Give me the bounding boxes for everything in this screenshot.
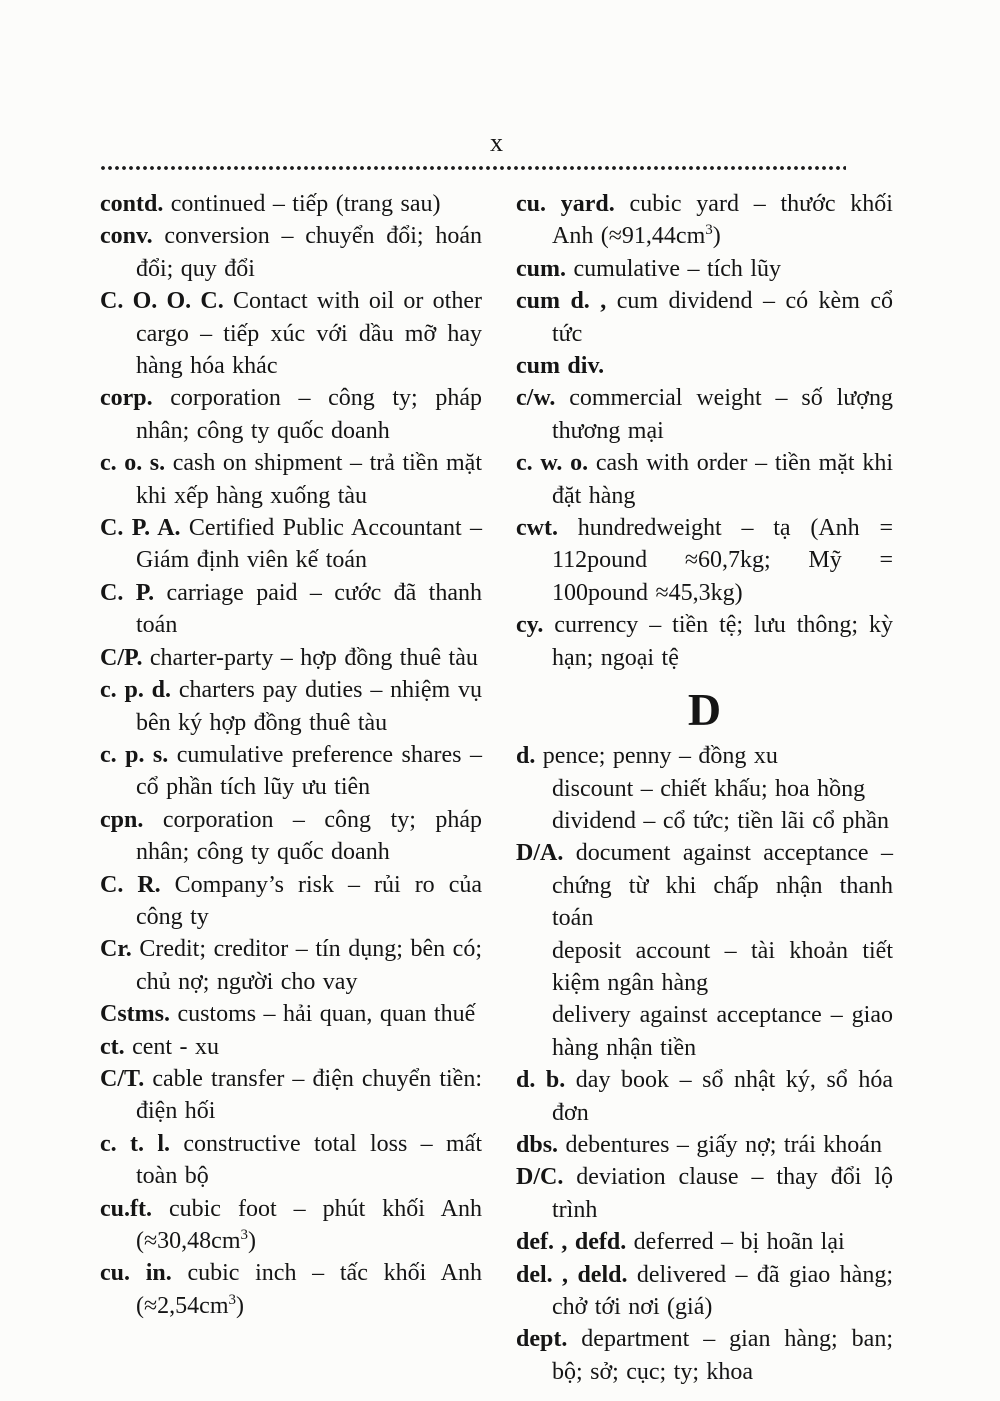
entry-definition: Credit; creditor – tín dụng; bên có; chủ nợ; người cho vay — [131, 936, 482, 995]
entry-definition: cash on shipment – trả tiền mặt khi xếp hàng xuống tàu — [136, 450, 482, 509]
dictionary-entry — [516, 285, 893, 350]
dictionary-entry — [100, 1031, 482, 1063]
entry-definition: conversion – chuyển đổi; hoán đổi; quy đổi — [136, 223, 482, 282]
entry-definition: debentures – giấy nợ; trái khoán — [558, 1131, 882, 1158]
entry-term: c. p. d. — [100, 677, 172, 704]
dictionary-entry — [516, 1161, 893, 1226]
dictionary-entry — [516, 1129, 893, 1161]
entry-term: ct. — [100, 1033, 125, 1060]
entry-term: cum d. , — [516, 288, 607, 315]
entry-definition: cubic yard – thước khối Anh (≈91,44cm — [552, 191, 893, 250]
entry-term: def. , defd. — [516, 1229, 627, 1256]
dotted-divider — [100, 165, 846, 171]
entry-definition: discount – chiết khấu; hoa hồng — [552, 775, 866, 802]
entry-definition: pence; penny – đồng xu — [535, 743, 778, 770]
dictionary-entry — [100, 512, 482, 577]
entry-definition: delivered – đã giao hàng; chở tới nơi (giá) — [552, 1261, 893, 1320]
entry-definition: continued – tiếp (trang sau) — [163, 191, 441, 217]
entry-definition: customs – hải quan, quan thuế — [170, 1001, 476, 1028]
entry-term: cwt. — [516, 515, 558, 542]
dictionary-entry — [516, 1226, 893, 1258]
dictionary-entry — [516, 512, 893, 609]
dictionary-entry — [516, 740, 893, 837]
page-number: x — [490, 128, 503, 157]
entry-term: C/P. — [100, 644, 143, 671]
entry-definition: delivery against acceptance – giao hàng nhận tiền — [552, 1002, 893, 1061]
entry-definition: department – gian hàng; ban; bộ; sở; cục; ty; khoa — [552, 1326, 893, 1385]
entry-term: D/C. — [516, 1164, 564, 1191]
entry-definition: constructive total loss – mất toàn bộ — [136, 1130, 482, 1190]
dictionary-entry — [100, 577, 482, 642]
entry-definition: cum dividend – có kèm cổ tức — [552, 288, 893, 347]
entry-term: D/A. — [516, 840, 564, 867]
entry-term: conv. — [100, 223, 153, 250]
dictionary-entry — [516, 350, 893, 382]
left-column — [100, 188, 482, 1322]
entry-definition: cumulative preference shares – cổ phần tích lũy ưu tiên — [136, 741, 482, 801]
dictionary-entry — [516, 609, 893, 674]
entry-term: d. — [516, 743, 536, 770]
entry-definition: ) — [247, 1228, 256, 1254]
entry-term: Cstms. — [100, 1001, 170, 1028]
entry-definition: day book – sổ nhật ký, sổ hóa đơn — [552, 1067, 893, 1126]
entry-definition: currency – tiền tệ; lưu thông; kỳ hạn; ngoại tệ — [543, 612, 893, 671]
dictionary-entry — [100, 1193, 482, 1258]
entry-definition: charters pay duties – nhiệm vụ bên ký hợp đồng thuê tàu — [136, 677, 482, 736]
right-column — [516, 188, 893, 1388]
entry-term: c. t. l. — [100, 1130, 170, 1157]
entry-definition: deviation clause – thay đổi lộ trình — [552, 1164, 893, 1223]
dictionary-entry — [516, 837, 893, 1064]
entry-term: C. O. O. C. — [100, 288, 224, 315]
dictionary-entry — [100, 674, 482, 739]
entry-definition: carriage paid – cước đã thanh toán — [136, 579, 482, 639]
dictionary-entry — [100, 447, 482, 512]
entry-definition: ) — [712, 223, 721, 250]
entry-term: cu. in. — [100, 1260, 172, 1287]
entry-term: cy. — [516, 612, 544, 639]
entry-term: cu.ft. — [100, 1195, 152, 1222]
section-letter-heading: D — [687, 684, 722, 736]
entry-term: cu. yard. — [516, 191, 615, 217]
dictionary-entry — [516, 382, 893, 447]
dictionary-entry — [100, 220, 482, 285]
entry-definition: deferred – bị hoãn lại — [626, 1229, 845, 1256]
entry-definition: cumulative – tích lũy — [566, 255, 782, 282]
entry-definition: cent - xu — [124, 1033, 219, 1060]
entry-term: c. o. s. — [100, 450, 166, 477]
entry-definition: cash with order – tiền mặt khi đặt hàng — [552, 450, 893, 509]
entry-term: del. , deld. — [516, 1261, 628, 1288]
entry-definition: deposit account – tài khoản tiết kiệm ngân hàng — [552, 937, 893, 996]
entry-term: corp. — [100, 385, 153, 412]
entry-definition: Contact with oil or other cargo – tiếp xúc với dầu mỡ hay hàng hóa khác — [136, 288, 482, 380]
dictionary-entry — [100, 1128, 482, 1193]
dictionary-entry — [516, 1259, 893, 1324]
dictionary-entry — [100, 933, 482, 998]
entry-term: c/w. — [516, 385, 556, 412]
entry-definition: cubic inch – tấc khối Anh (≈2,54cm — [136, 1260, 482, 1319]
dictionary-entry — [100, 285, 482, 382]
dictionary-entry — [516, 253, 893, 285]
entry-definition: hundredweight – tạ (Anh = 112pound ≈60,7kg; Mỹ = 100pound ≈45,3kg) — [552, 515, 893, 606]
dictionary-entry — [516, 188, 893, 253]
entry-definition: ) — [235, 1292, 244, 1319]
entry-term: c. p. s. — [100, 741, 169, 768]
dictionary-entry — [100, 739, 482, 804]
dictionary-entry — [100, 869, 482, 934]
entry-definition: Certified Public Accountant – Giám định viên kế toán — [136, 515, 482, 574]
dictionary-entry — [100, 804, 482, 869]
entry-term: cpn. — [100, 806, 144, 833]
dictionary-entry — [100, 1257, 482, 1322]
superscript: 3 — [228, 1291, 236, 1308]
dictionary-entry — [516, 1323, 893, 1388]
entry-term: C. R. — [100, 871, 161, 898]
entry-definition: document against acceptance – chứng từ khi chấp nhận thanh toán — [552, 840, 893, 932]
entry-term: dbs. — [516, 1131, 559, 1158]
entry-term: c. w. o. — [516, 450, 589, 477]
dictionary-entry — [100, 642, 482, 674]
entry-term: cum. — [516, 255, 566, 282]
entry-definition: Company’s risk – rủi ro của công ty — [136, 871, 482, 930]
superscript: 3 — [240, 1227, 248, 1243]
entry-term: C. P. A. — [100, 515, 181, 542]
superscript: 3 — [705, 222, 713, 239]
dictionary-entry — [516, 447, 893, 512]
entry-term: Cr. — [100, 936, 132, 963]
entry-definition: commercial weight – số lượng thương mại — [552, 385, 893, 444]
two-column-layout — [100, 188, 893, 1388]
entry-definition: dividend – cổ tức; tiền lãi cổ phần — [552, 807, 889, 834]
dictionary-entry — [516, 1064, 893, 1129]
entry-term: dept. — [516, 1326, 568, 1353]
dictionary-entry — [100, 382, 482, 447]
entry-term: C/T. — [100, 1065, 145, 1092]
dictionary-entry — [100, 998, 482, 1030]
entry-definition: cubic foot – phút khối Anh (≈30,48cm — [136, 1195, 482, 1254]
entry-term: cum div. — [516, 353, 605, 380]
dictionary-entry — [100, 188, 482, 220]
entry-definition: corporation – công ty; pháp nhân; công ty quốc doanh — [136, 385, 482, 444]
entry-definition: cable transfer – điện chuyển tiền: điện hối — [136, 1065, 482, 1125]
entry-term: C. P. — [100, 579, 155, 606]
entry-definition: corporation – công ty; pháp nhân; công ty quốc doanh — [136, 806, 482, 866]
entry-term: contd. — [100, 191, 164, 217]
entry-definition: charter-party – hợp đồng thuê tàu — [142, 644, 478, 671]
entry-term: d. b. — [516, 1067, 566, 1094]
dictionary-entry — [100, 1063, 482, 1128]
